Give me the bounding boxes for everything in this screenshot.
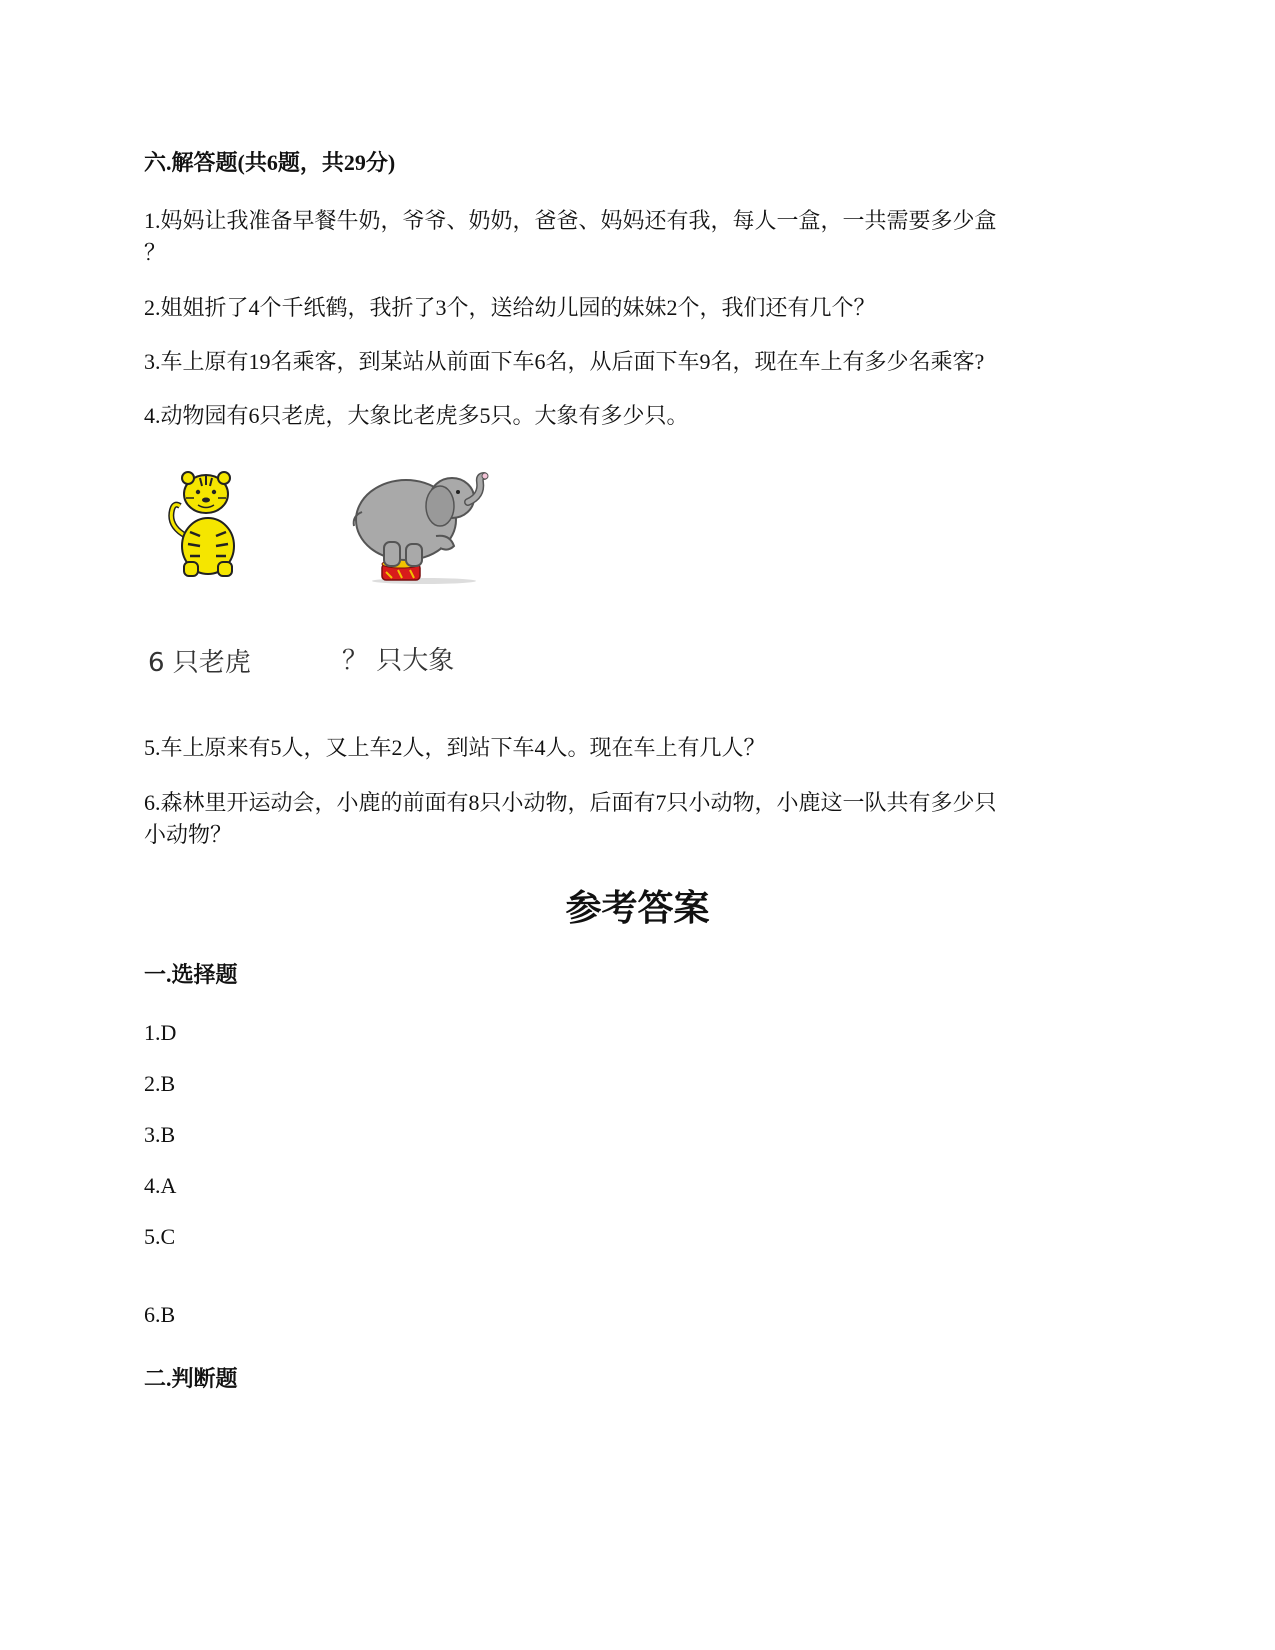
section-title: 六.解答题(共6题，共29分) [144, 150, 396, 175]
answers-part2-title: 二.判断题 [144, 1366, 238, 1391]
answer-key-title: 参考答案 [565, 888, 710, 928]
answer-item: 1.D [144, 1020, 177, 1045]
elephant-illustration [344, 468, 500, 586]
question-4: 4.动物园有6只老虎，大象比老虎多5只。大象有多少只。 [144, 403, 689, 428]
question-2: 2.姐姐折了4个千纸鹤，我折了3个，送给幼儿园的妹妹2个，我们还有几个？ [144, 295, 876, 320]
question-1-line-1: 1.妈妈让我准备早餐牛奶，爷爷、奶奶，爸爸、妈妈还有我，每人一盒，一共需要多少盒 [144, 208, 997, 233]
question-6-line-1: 6.森林里开运动会，小鹿的前面有8只小动物，后面有7只小动物，小鹿这一队共有多少只 [144, 790, 997, 815]
answer-item: 5.C [144, 1224, 176, 1249]
tiger-caption: 6 只老虎 [148, 648, 251, 678]
answer-item: 4.A [144, 1173, 177, 1198]
question-1-line-2: ？ [144, 240, 167, 265]
question-5: 5.车上原来有5人，又上车2人，到站下车4人。现在车上有几人？ [144, 735, 766, 760]
answers-part1-title: 一.选择题 [144, 962, 238, 987]
elephant-caption: ？ 只大象 [342, 646, 455, 676]
tiger-illustration [160, 466, 250, 580]
question-3: 3.车上原有19名乘客，到某站从前面下车6名，从后面下车9名，现在车上有多少名乘客? [144, 349, 985, 374]
answer-item: 2.B [144, 1071, 176, 1096]
answer-item: 6.B [144, 1302, 176, 1327]
question-6-line-2: 小动物？ [144, 822, 233, 847]
answer-item: 3.B [144, 1122, 176, 1147]
